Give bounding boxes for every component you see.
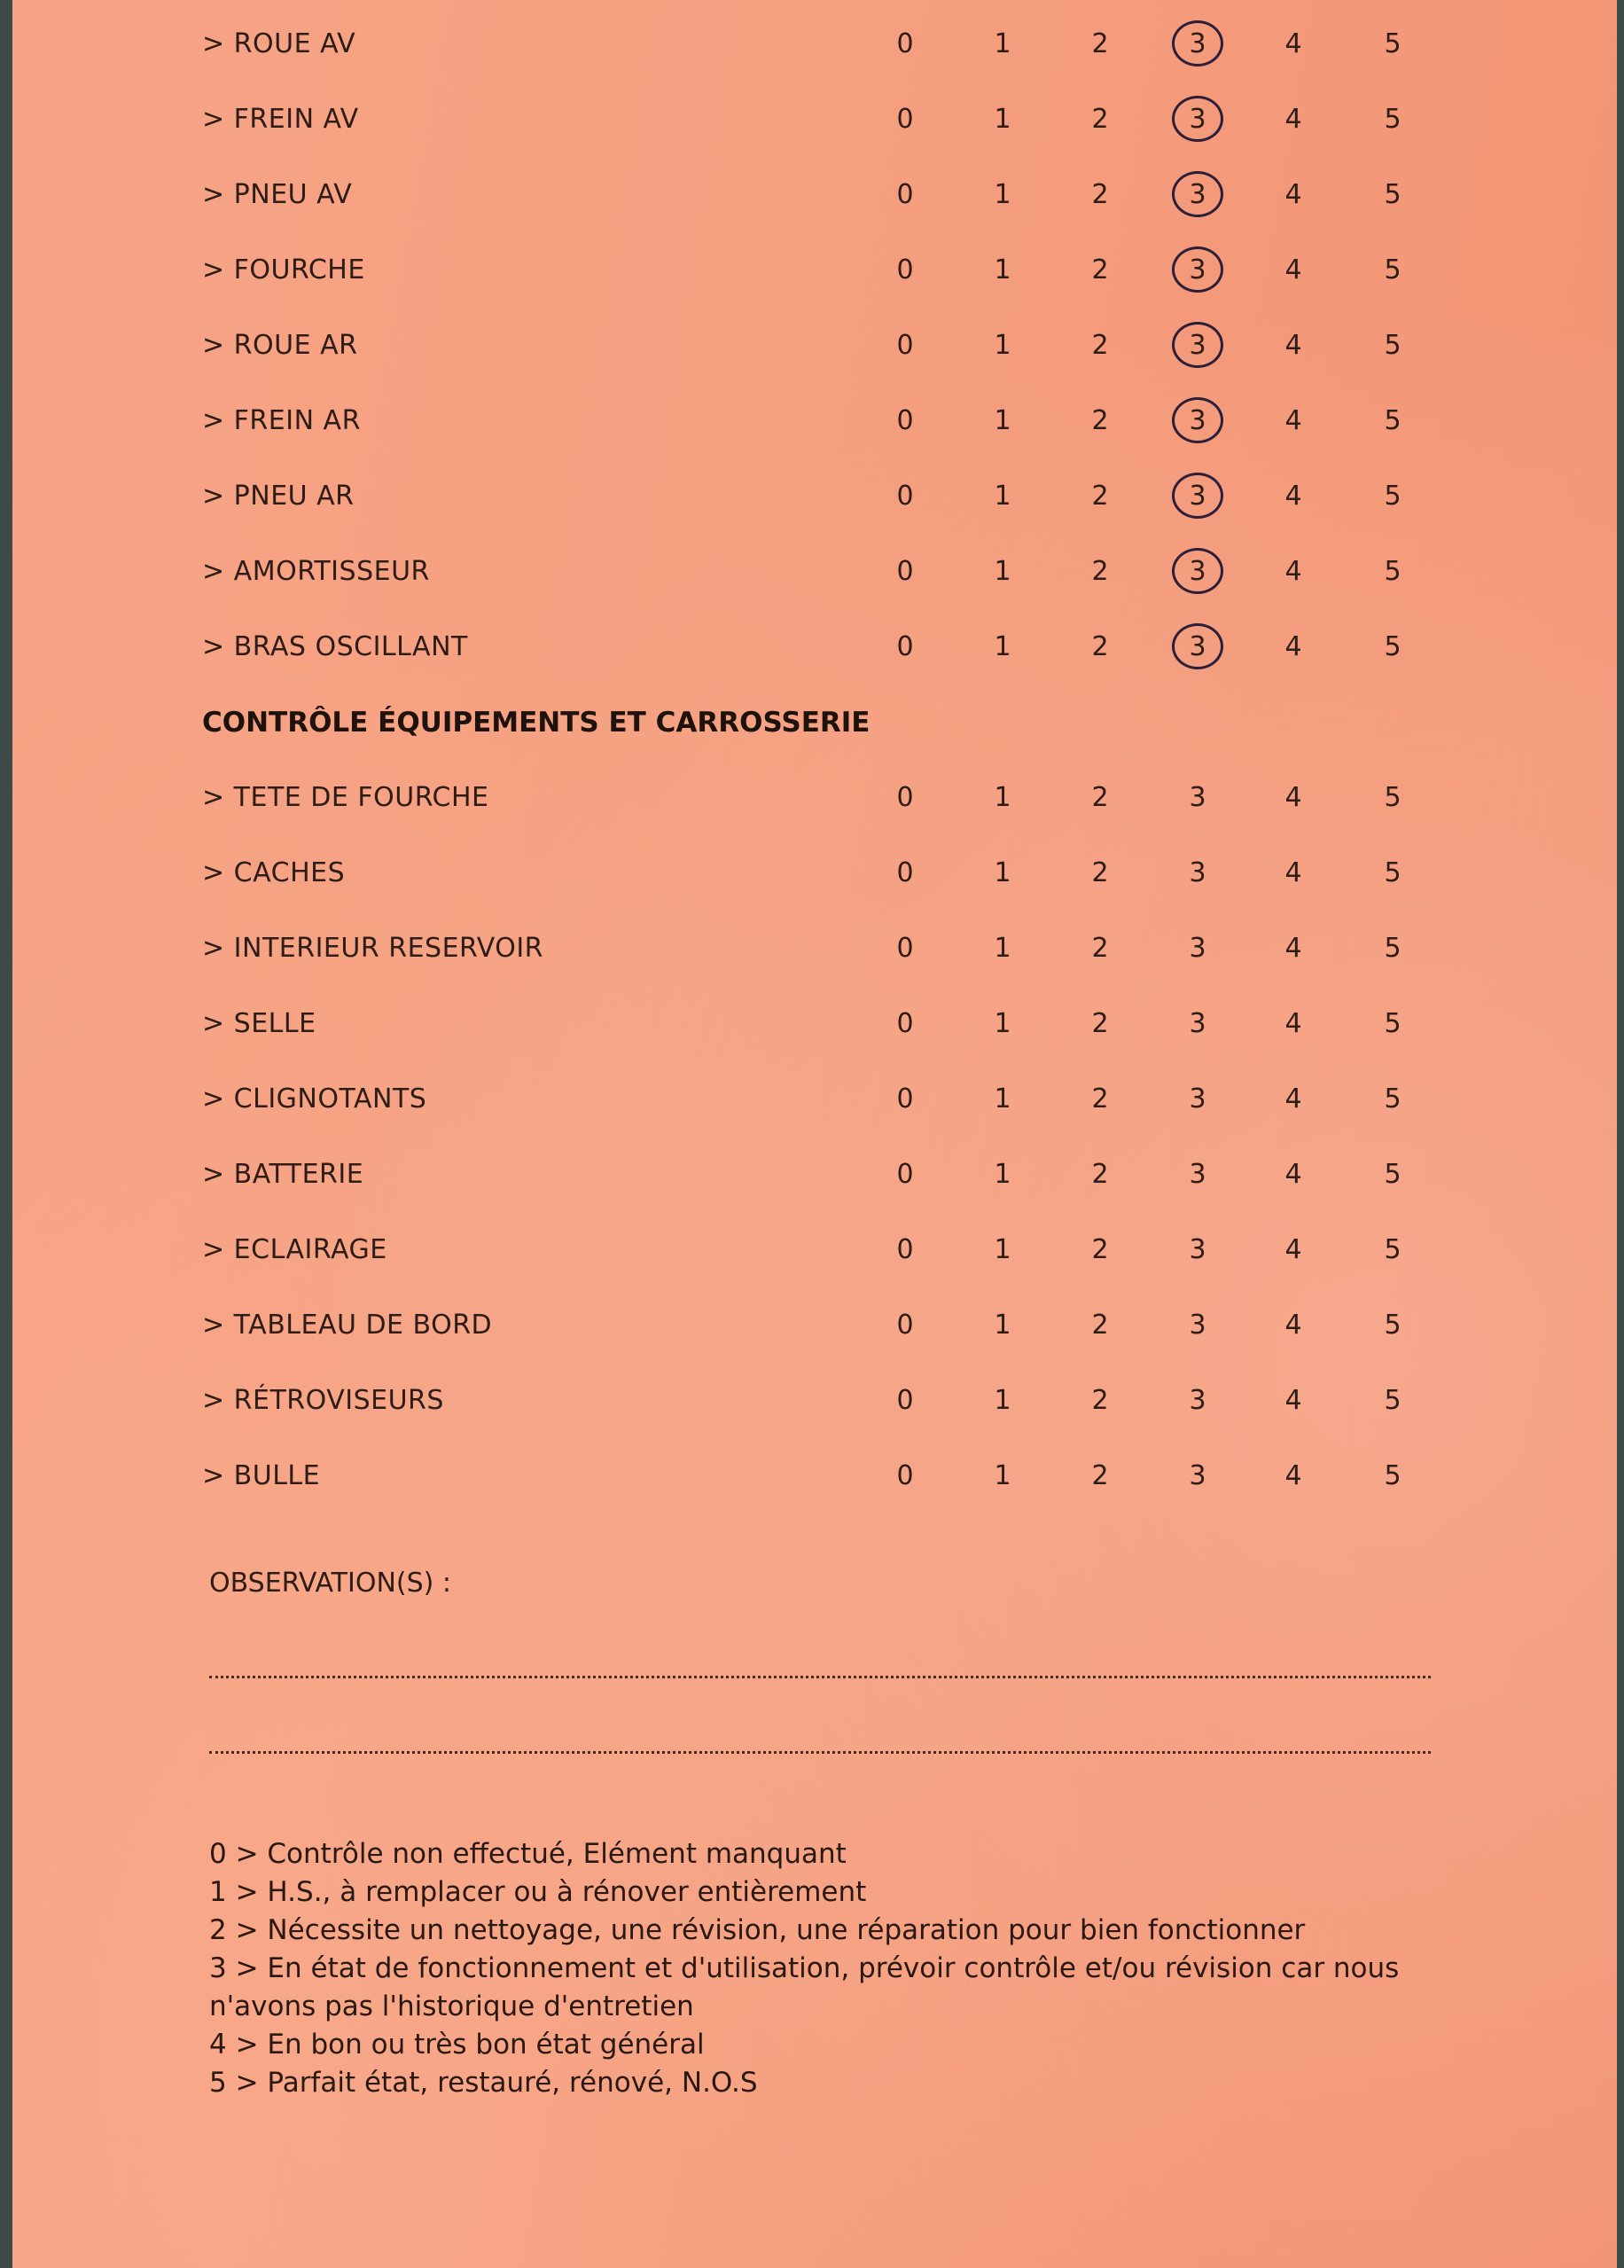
score-option-3[interactable]: 3 (1167, 470, 1229, 523)
checklist-row (12, 847, 1617, 900)
score-option-4[interactable]: 4 (1284, 933, 1302, 964)
score-option-5[interactable]: 5 (1384, 933, 1401, 964)
score-option-0[interactable]: 0 (896, 405, 914, 436)
score-option-1[interactable]: 1 (994, 556, 1011, 587)
score-option-2[interactable]: 2 (1091, 1234, 1109, 1265)
checklist-row (12, 395, 1617, 448)
score-option-1[interactable]: 1 (994, 631, 1011, 662)
score-option-3[interactable]: 3 (1189, 782, 1206, 813)
score-option-4[interactable]: 4 (1284, 405, 1302, 436)
score-option-0[interactable]: 0 (896, 254, 914, 285)
item-label: > PNEU AR (202, 481, 355, 512)
item-label: > BRAS OSCILLANT (202, 631, 468, 662)
item-label: > RÉTROVISEURS (202, 1385, 444, 1416)
score-option-5[interactable]: 5 (1384, 1008, 1401, 1039)
score-option-2[interactable]: 2 (1091, 631, 1109, 662)
score-option-0[interactable]: 0 (896, 1008, 914, 1039)
legend-line: 2 > Nécessite un nettoyage, une révision, une réparation pour bien fonctionner (209, 1914, 1306, 1946)
score-option-4[interactable]: 4 (1284, 481, 1302, 512)
score-option-2[interactable]: 2 (1091, 1460, 1109, 1491)
score-option-3[interactable]: 3 (1167, 168, 1229, 222)
section-title: CONTRÔLE ÉQUIPEMENTS ET CARROSSERIE (202, 707, 871, 739)
score-option-5[interactable]: 5 (1384, 28, 1401, 59)
checklist-row (12, 1224, 1617, 1277)
checklist-row (12, 771, 1617, 825)
score-option-4[interactable]: 4 (1284, 857, 1302, 888)
score-option-3[interactable]: 3 (1167, 244, 1229, 297)
legend-line: 0 > Contrôle non effectué, Elément manquant (209, 1838, 847, 1870)
score-option-5[interactable]: 5 (1384, 405, 1401, 436)
inspection-sheet (12, 0, 1617, 2268)
score-option-4[interactable]: 4 (1284, 254, 1302, 285)
score-option-1[interactable]: 1 (994, 1234, 1011, 1265)
item-label: > ROUE AV (202, 28, 356, 59)
checklist-row (12, 1073, 1617, 1126)
score-option-3[interactable]: 3 (1189, 1008, 1206, 1039)
score-option-3[interactable]: 3 (1167, 395, 1229, 448)
score-option-0[interactable]: 0 (896, 104, 914, 135)
score-option-1[interactable]: 1 (994, 782, 1011, 813)
score-option-1[interactable]: 1 (994, 179, 1011, 210)
score-option-0[interactable]: 0 (896, 481, 914, 512)
checklist-row (12, 319, 1617, 372)
item-label: > INTERIEUR RESERVOIR (202, 933, 544, 964)
score-option-2[interactable]: 2 (1091, 104, 1109, 135)
score-option-0[interactable]: 0 (896, 1234, 914, 1265)
score-option-5[interactable]: 5 (1384, 330, 1401, 361)
score-option-3[interactable]: 3 (1189, 1460, 1206, 1491)
score-option-0[interactable]: 0 (896, 933, 914, 964)
score-option-4[interactable]: 4 (1284, 330, 1302, 361)
item-label: > SELLE (202, 1008, 316, 1039)
score-option-3[interactable]: 3 (1189, 1159, 1206, 1190)
checklist-row (12, 168, 1617, 222)
item-label: > TABLEAU DE BORD (202, 1310, 493, 1341)
checklist-row (12, 1299, 1617, 1352)
score-option-2[interactable]: 2 (1091, 179, 1109, 210)
score-option-3[interactable]: 3 (1189, 1310, 1206, 1341)
score-option-3[interactable]: 3 (1189, 857, 1206, 888)
score-option-0[interactable]: 0 (896, 556, 914, 587)
score-option-1[interactable]: 1 (994, 1083, 1011, 1114)
score-option-1[interactable]: 1 (994, 1159, 1011, 1190)
item-label: > PNEU AV (202, 179, 353, 210)
score-option-2[interactable]: 2 (1091, 1310, 1109, 1341)
observation-line-2[interactable] (209, 1751, 1431, 1754)
checklist-row (12, 93, 1617, 146)
score-option-1[interactable]: 1 (994, 405, 1011, 436)
score-option-3[interactable]: 3 (1167, 621, 1229, 674)
score-option-1[interactable]: 1 (994, 1385, 1011, 1416)
score-option-0[interactable]: 0 (896, 1159, 914, 1190)
checklist-row (12, 621, 1617, 674)
score-option-4[interactable]: 4 (1284, 28, 1302, 59)
score-option-4[interactable]: 4 (1284, 179, 1302, 210)
score-option-0[interactable]: 0 (896, 179, 914, 210)
score-option-2[interactable]: 2 (1091, 481, 1109, 512)
score-option-5[interactable]: 5 (1384, 857, 1401, 888)
score-option-4[interactable]: 4 (1284, 1310, 1302, 1341)
score-option-1[interactable]: 1 (994, 1460, 1011, 1491)
score-option-4[interactable]: 4 (1284, 1460, 1302, 1491)
legend-line: 4 > En bon ou très bon état général (209, 2029, 705, 2061)
item-label: > FREIN AR (202, 405, 361, 436)
score-option-4[interactable]: 4 (1284, 631, 1302, 662)
item-label: > CACHES (202, 857, 346, 888)
score-option-1[interactable]: 1 (994, 933, 1011, 964)
score-option-5[interactable]: 5 (1384, 104, 1401, 135)
score-option-4[interactable]: 4 (1284, 782, 1302, 813)
score-option-0[interactable]: 0 (896, 1460, 914, 1491)
score-option-5[interactable]: 5 (1384, 1083, 1401, 1114)
score-option-2[interactable]: 2 (1091, 1008, 1109, 1039)
score-option-2[interactable]: 2 (1091, 254, 1109, 285)
score-option-5[interactable]: 5 (1384, 1385, 1401, 1416)
score-option-4[interactable]: 4 (1284, 1385, 1302, 1416)
score-option-5[interactable]: 5 (1384, 556, 1401, 587)
score-option-2[interactable]: 2 (1091, 782, 1109, 813)
score-option-3[interactable]: 3 (1189, 933, 1206, 964)
score-option-5[interactable]: 5 (1384, 1310, 1401, 1341)
checklist-row (12, 997, 1617, 1051)
score-option-0[interactable]: 0 (896, 857, 914, 888)
checklist-row (12, 922, 1617, 975)
score-option-1[interactable]: 1 (994, 254, 1011, 285)
score-option-2[interactable]: 2 (1091, 857, 1109, 888)
item-label: > AMORTISSEUR (202, 556, 430, 587)
score-option-2[interactable]: 2 (1091, 933, 1109, 964)
score-option-5[interactable]: 5 (1384, 1234, 1401, 1265)
score-option-3[interactable]: 3 (1167, 319, 1229, 372)
checklist-row (12, 545, 1617, 598)
score-option-2[interactable]: 2 (1091, 556, 1109, 587)
score-option-3[interactable]: 3 (1167, 93, 1229, 146)
score-option-5[interactable]: 5 (1384, 179, 1401, 210)
legend-line: 5 > Parfait état, restauré, rénové, N.O.S (209, 2067, 758, 2099)
score-option-1[interactable]: 1 (994, 104, 1011, 135)
observations-label: OBSERVATION(S) : (209, 1568, 451, 1599)
observation-line-1[interactable] (209, 1676, 1431, 1678)
item-label: > CLIGNOTANTS (202, 1083, 427, 1114)
score-option-3[interactable]: 3 (1189, 1083, 1206, 1114)
score-option-4[interactable]: 4 (1284, 1159, 1302, 1190)
checklist-row (12, 1374, 1617, 1427)
score-option-1[interactable]: 1 (994, 1008, 1011, 1039)
score-option-3[interactable]: 3 (1167, 545, 1229, 598)
score-option-1[interactable]: 1 (994, 330, 1011, 361)
score-option-0[interactable]: 0 (896, 782, 914, 813)
item-label: > FREIN AV (202, 104, 359, 135)
checklist-row (12, 244, 1617, 297)
score-option-5[interactable]: 5 (1384, 481, 1401, 512)
score-option-5[interactable]: 5 (1384, 1460, 1401, 1491)
score-option-2[interactable]: 2 (1091, 405, 1109, 436)
score-option-2[interactable]: 2 (1091, 1385, 1109, 1416)
score-option-3[interactable]: 3 (1189, 1234, 1206, 1265)
legend-line: n'avons pas l'historique d'entretien (209, 1990, 694, 2022)
score-option-0[interactable]: 0 (896, 28, 914, 59)
score-option-2[interactable]: 2 (1091, 330, 1109, 361)
rating-legend (209, 1835, 1468, 2102)
score-option-0[interactable]: 0 (896, 330, 914, 361)
score-option-3[interactable]: 3 (1167, 18, 1229, 71)
score-option-0[interactable]: 0 (896, 1083, 914, 1114)
score-option-4[interactable]: 4 (1284, 1083, 1302, 1114)
item-label: > ROUE AR (202, 330, 358, 361)
item-label: > BULLE (202, 1460, 321, 1491)
score-option-4[interactable]: 4 (1284, 1008, 1302, 1039)
checklist-row (12, 1450, 1617, 1503)
score-option-2[interactable]: 2 (1091, 1083, 1109, 1114)
legend-line: 3 > En état de fonctionnement et d'utilisation, prévoir contrôle et/ou révision car nous (209, 1952, 1400, 1984)
score-option-4[interactable]: 4 (1284, 556, 1302, 587)
score-option-1[interactable]: 1 (994, 1310, 1011, 1341)
score-option-2[interactable]: 2 (1091, 28, 1109, 59)
score-option-0[interactable]: 0 (896, 1310, 914, 1341)
score-option-1[interactable]: 1 (994, 857, 1011, 888)
score-option-4[interactable]: 4 (1284, 1234, 1302, 1265)
item-label: > BATTERIE (202, 1159, 364, 1190)
checklist-row (12, 470, 1617, 523)
checklist-row (12, 18, 1617, 71)
legend-line: 1 > H.S., à remplacer ou à rénover entièrement (209, 1876, 867, 1908)
score-option-5[interactable]: 5 (1384, 782, 1401, 813)
score-option-4[interactable]: 4 (1284, 104, 1302, 135)
item-label: > TETE DE FOURCHE (202, 782, 489, 813)
score-option-5[interactable]: 5 (1384, 254, 1401, 285)
score-option-0[interactable]: 0 (896, 1385, 914, 1416)
score-option-5[interactable]: 5 (1384, 631, 1401, 662)
score-option-1[interactable]: 1 (994, 28, 1011, 59)
item-label: > ECLAIRAGE (202, 1234, 387, 1265)
score-option-3[interactable]: 3 (1189, 1385, 1206, 1416)
score-option-5[interactable]: 5 (1384, 1159, 1401, 1190)
checklist-row (12, 1148, 1617, 1201)
score-option-2[interactable]: 2 (1091, 1159, 1109, 1190)
item-label: > FOURCHE (202, 254, 365, 285)
score-option-0[interactable]: 0 (896, 631, 914, 662)
score-option-1[interactable]: 1 (994, 481, 1011, 512)
